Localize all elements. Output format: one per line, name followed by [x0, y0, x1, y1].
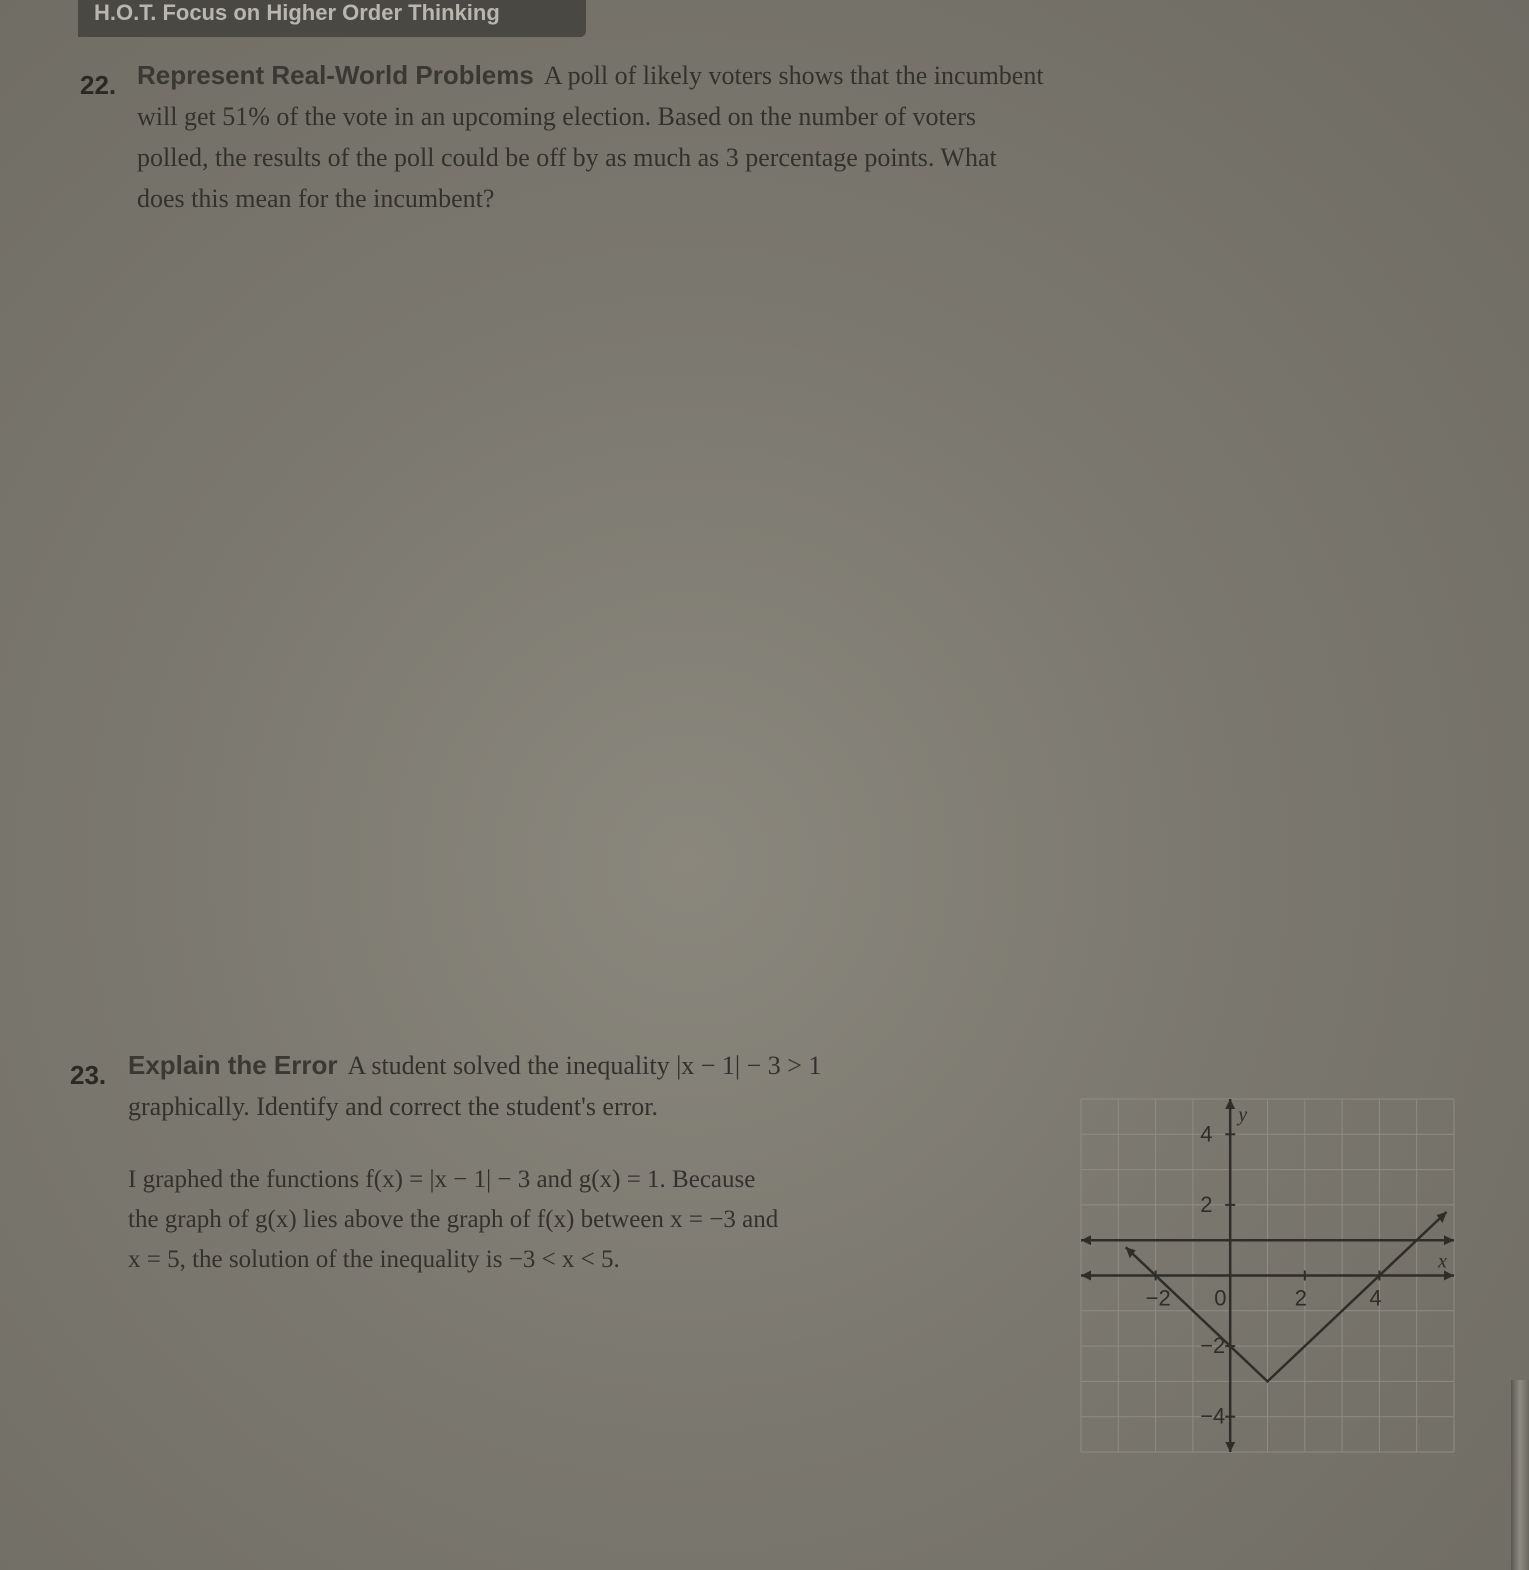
- problem-22-number: 22.: [80, 70, 117, 100]
- y-axis-label: y: [1238, 1104, 1248, 1126]
- problem-22-line-3: polled, the results of the poll could be off by as much as 3 percentage points. What: [137, 143, 997, 172]
- problem-22-line-1: A poll of likely voters shows that the incumbent: [543, 61, 1044, 90]
- problem-23-number: 23.: [70, 1060, 107, 1090]
- y-tick-label: −4: [1200, 1403, 1226, 1429]
- g-line-arrow-right: [1444, 1235, 1454, 1245]
- x-axis-label: x: [1438, 1250, 1447, 1273]
- student-work: [128, 1160, 778, 1280]
- y-tick-label: −2: [1200, 1333, 1226, 1359]
- g-line-arrow-left: [1081, 1235, 1091, 1245]
- student-work-line-2: the graph of g(x) lies above the graph of f(x) between x = −3 and: [128, 1206, 779, 1233]
- y-tick-label: 4: [1200, 1121, 1213, 1147]
- page-edge: [1511, 1380, 1529, 1570]
- student-work-line-3: x = 5, the solution of the inequality is −3 < x < 5.: [128, 1246, 620, 1273]
- problem-23-line-1: A student solved the inequality |x − 1| − 3 > 1: [347, 1051, 822, 1080]
- problem-22-text: [137, 55, 1044, 219]
- f-graph: [1126, 1212, 1447, 1381]
- y-tick-label: 2: [1200, 1191, 1213, 1217]
- y-axis-arrow-up: [1225, 1099, 1235, 1109]
- problem-22-heading: Represent Real-World Problems: [137, 60, 534, 90]
- problem-22-line-2: will get 51% of the vote in an upcoming election. Based on the number of voters: [137, 102, 977, 131]
- x-axis-arrow-left: [1081, 1271, 1091, 1281]
- student-work-line-1: I graphed the functions f(x) = |x − 1| − 3 and g(x) = 1. Because: [128, 1166, 756, 1193]
- problem-23-line-2: graphically. Identify and correct the student's error.: [128, 1092, 659, 1121]
- problem-23-text: [128, 1045, 821, 1127]
- x-tick-label: 4: [1369, 1285, 1382, 1311]
- x-tick-label: 2: [1294, 1285, 1308, 1311]
- problem-22-line-4: does this mean for the incumbent?: [137, 184, 495, 213]
- student-graph: [1075, 1093, 1460, 1458]
- problem-23-heading: Explain the Error: [128, 1050, 338, 1080]
- x-tick-label: −2: [1145, 1285, 1171, 1311]
- y-axis-arrow-down: [1225, 1442, 1235, 1452]
- graph-svg: [1075, 1093, 1460, 1458]
- x-tick-label: 0: [1214, 1285, 1227, 1311]
- section-banner: H.O.T. Focus on Higher Order Thinking: [78, 0, 586, 37]
